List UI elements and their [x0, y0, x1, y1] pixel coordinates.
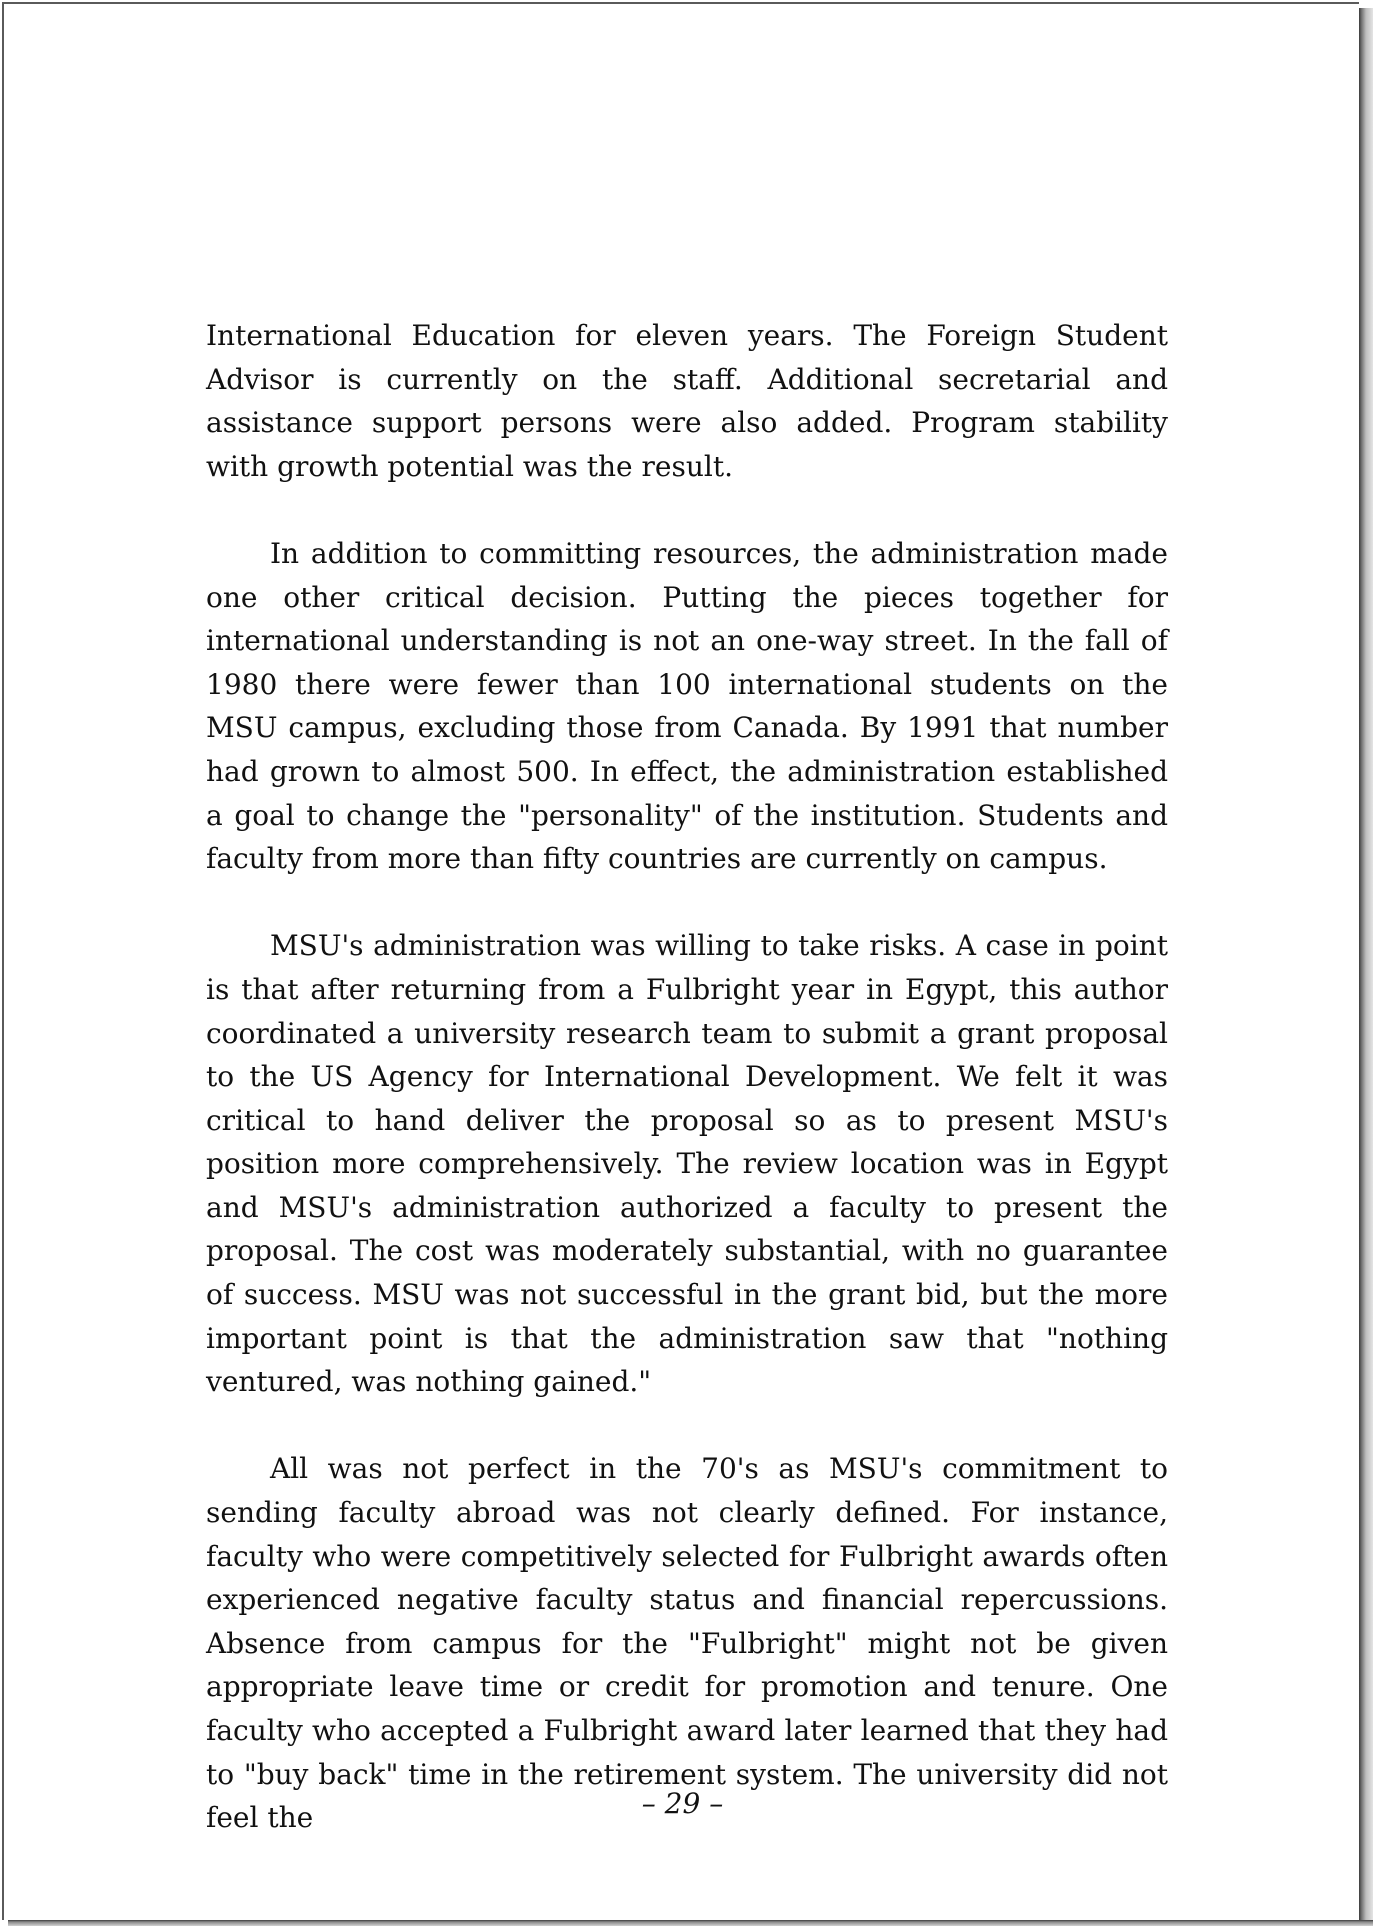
page-shadow-bottom [8, 1920, 1373, 1926]
body-text [206, 314, 1168, 1840]
paragraph-2: In addition to committing resources, the administration made one other critical decision. Putting the pieces together for international understanding is not an one-way street. In the fall of 1980 there were fewer than 100 international students on the MSU campus, excluding those from Canada. By 1991 that number had grown to almost 500. In effect, the administration established a goal to change the "personality" of the institution. Students and faculty from more than fifty countries are currently on campus. [206, 536, 1168, 876]
document-page [2, 2, 1359, 1920]
page-number: – 29 – [641, 1787, 724, 1820]
paragraph-1: International Education for eleven years. The Foreign Student Advisor is currently on the staff. Additional secretarial and assistance support persons were also added. Program stability with growth potential was the result. [206, 319, 1168, 483]
paragraph-3: MSU's administration was willing to take risks. A case in point is that after returning from a Fulbright year in Egypt, this author coordinated a university research team to submit a grant proposal to the US Agency for International Development. We felt it was critical to hand deliver the proposal so as to present MSU's position more comprehensively. The review location was in Egypt and MSU's administration authorized a faculty to present the proposal. The cost was moderately substantial, with no guarantee of success. MSU was not successful in the grant bid, but the more important point is that the administration saw that "nothing ventured, was nothing gained." [206, 929, 1168, 1399]
paragraph-4: All was not perfect in the 70's as MSU's commitment to sending faculty abroad was not clearly defined. For instance, faculty who were competitively selected for Fulbright awards often experienced negative faculty status and financial repercussions. Absence from campus for the "Fulbright" might not be given appropriate leave time or credit for promotion and tenure. One faculty who accepted a Fulbright award later learned that they had to "buy back" time in the retirement system. The university did not feel the [206, 1452, 1168, 1835]
page-shadow-right [1359, 8, 1373, 1920]
